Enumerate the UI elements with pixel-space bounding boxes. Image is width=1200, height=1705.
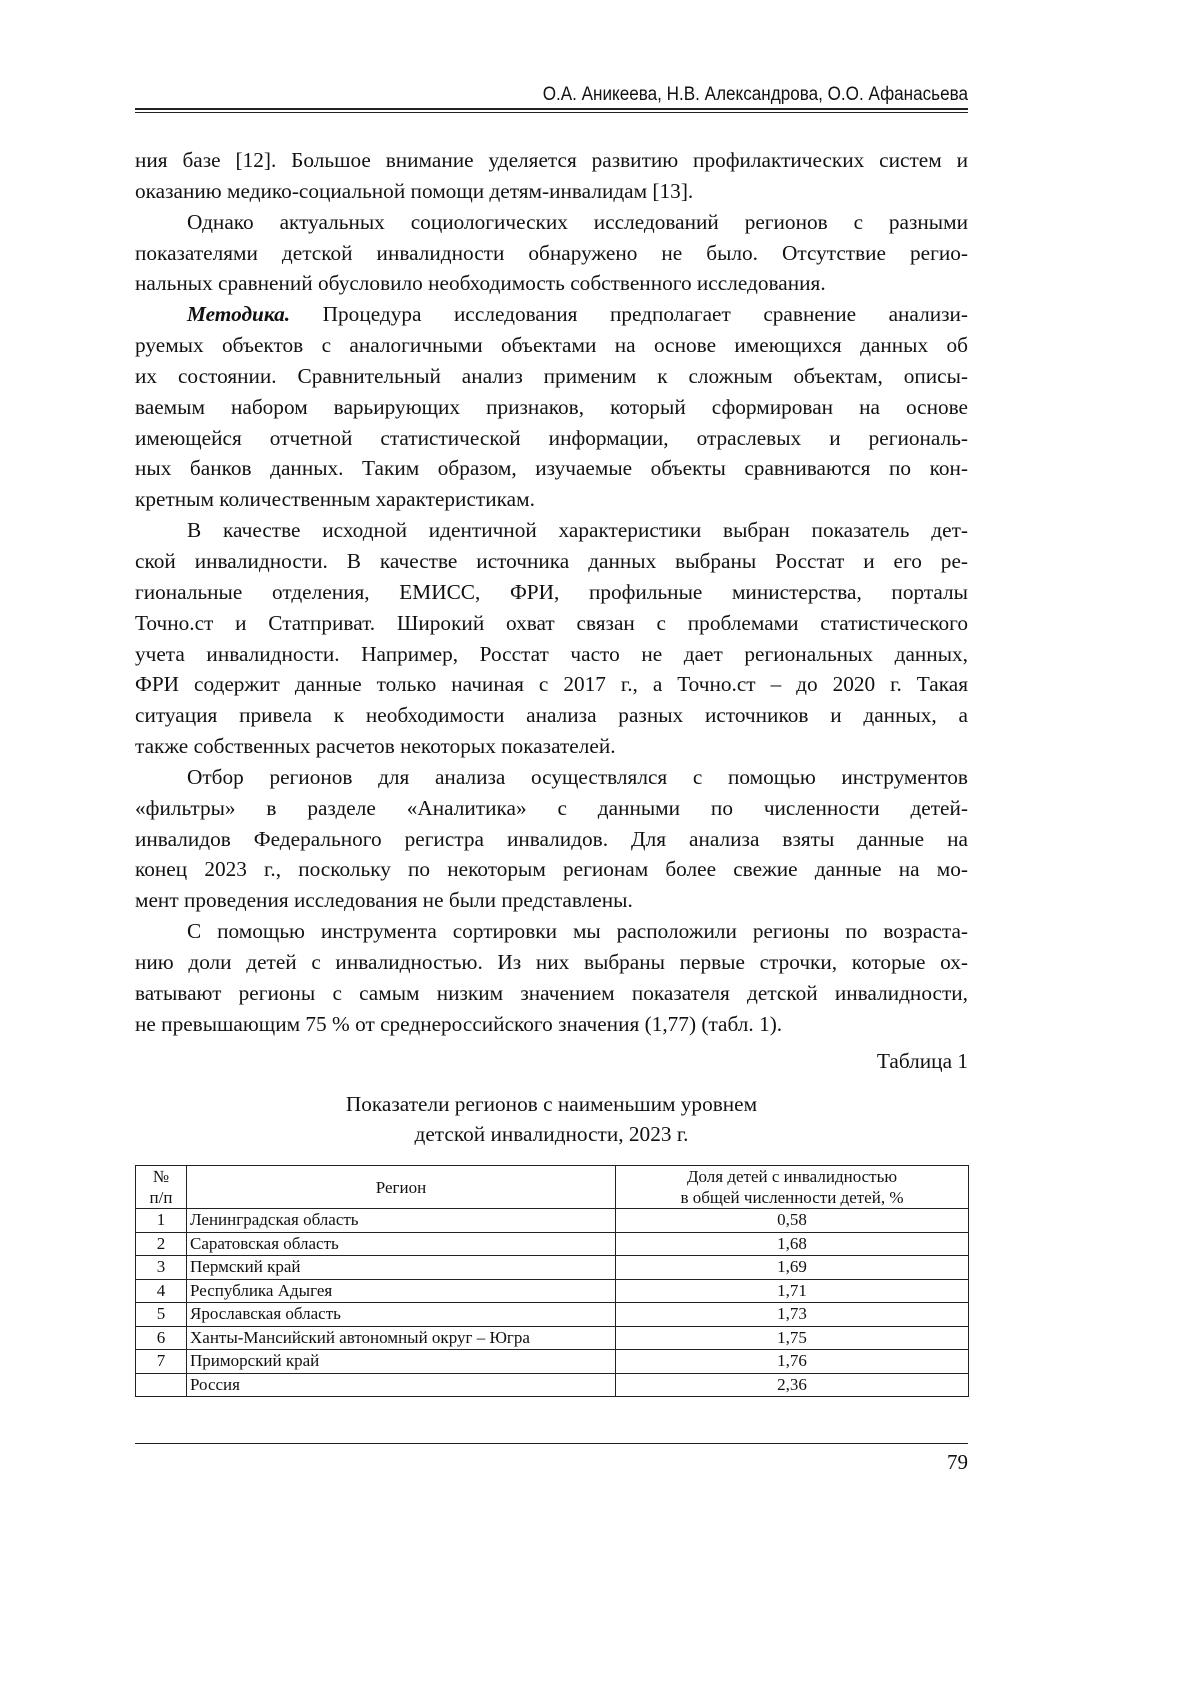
paragraph-line: [135, 639, 968, 670]
paragraph-line: [135, 885, 968, 916]
paragraph-line: [135, 762, 968, 793]
paragraph-line: [135, 268, 968, 299]
row-num: 7: [136, 1350, 187, 1374]
paragraph-line: [135, 361, 968, 392]
row-num: 3: [136, 1256, 187, 1280]
line-text: ных банков данных. Таким образом, изучаемые объекты сравниваются по кон-: [135, 456, 968, 480]
line-text: нию доли детей с инвалидностью. Из них выбраны первые строчки, которые ох-: [135, 950, 968, 974]
line-text: кретным количественным характеристикам.: [135, 487, 535, 511]
page-number: 79: [135, 1450, 968, 1475]
table-row: [136, 1279, 969, 1303]
paragraph-line: [135, 916, 968, 947]
row-num: [136, 1373, 187, 1397]
table-row: [136, 1256, 969, 1280]
row-region: Ярославская область: [187, 1303, 616, 1327]
line-text: Процедура исследования предполагает сравнение анализи-: [290, 302, 968, 326]
row-share: 1,73: [616, 1303, 969, 1327]
table-title-line: детской инвалидности, 2023 г.: [135, 1119, 968, 1149]
paragraph-line: [135, 947, 968, 978]
table-row: [136, 1350, 969, 1374]
line-text: Точно.ст и Статприват. Широкий охват связан с проблемами статистического: [135, 611, 968, 635]
table-label: Таблица 1: [135, 1049, 968, 1074]
paragraph-line: [135, 330, 968, 361]
line-text: не превышающим 75 % от среднероссийского значения (1,77) (табл. 1).: [135, 1012, 782, 1036]
line-text: конец 2023 г., поскольку по некоторым регионам более свежие данные на мо-: [135, 857, 968, 881]
paragraph-line: [135, 793, 968, 824]
paragraph-line: [135, 176, 968, 207]
line-text: ской инвалидности. В качестве источника данных выбраны Росстат и его ре-: [135, 549, 968, 573]
line-text: ваемым набором варьирующих признаков, который сформирован на основе: [135, 395, 968, 419]
paragraph-line: [135, 207, 968, 238]
line-text: также собственных расчетов некоторых показателей.: [135, 734, 616, 758]
line-text: С помощью инструмента сортировки мы расположили регионы по возраста-: [187, 919, 968, 943]
paragraph-line: [135, 546, 968, 577]
line-text: мент проведения исследования не были представлены.: [135, 888, 633, 912]
row-share: 0,58: [616, 1209, 969, 1233]
paragraph-line: [135, 299, 968, 330]
line-text: Отбор регионов для анализа осуществлялся с помощью инструментов: [187, 765, 968, 789]
header-share: [616, 1166, 969, 1209]
running-header: О.А. Аникеева, Н.В. Александрова, О.О. Афанасьева: [218, 84, 968, 106]
paragraph-line: [135, 978, 968, 1009]
table-title-line: Показатели регионов с наименьшим уровнем: [135, 1089, 968, 1119]
paragraph-line: [135, 1009, 968, 1040]
line-text: В качестве исходной идентичной характеристики выбран показатель дет-: [187, 518, 968, 542]
line-text: гиональные отделения, ЕМИСС, ФРИ, профильные министерства, порталы: [135, 580, 968, 604]
header-num: [136, 1166, 187, 1209]
paragraph-line: [135, 484, 968, 515]
paragraph-line: [135, 515, 968, 546]
table-header-row: [136, 1166, 969, 1209]
paragraph-line: [135, 731, 968, 762]
header-num-line: №: [139, 1166, 183, 1187]
row-share: 1,69: [616, 1256, 969, 1280]
header-region: Регион: [187, 1166, 616, 1209]
paragraph-line: [135, 824, 968, 855]
row-num: 5: [136, 1303, 187, 1327]
section-lead: Методика.: [187, 302, 290, 326]
row-num: 2: [136, 1232, 187, 1256]
paragraph-line: [135, 577, 968, 608]
row-share: 2,36: [616, 1373, 969, 1397]
line-text: инвалидов Федерального регистра инвалидов. Для анализа взяты данные на: [135, 827, 968, 851]
paragraph-line: [135, 700, 968, 731]
row-share: 1,75: [616, 1326, 969, 1350]
line-text: ФРИ содержит данные только начиная с 2017 г., а Точно.ст – до 2020 г. Такая: [135, 672, 968, 696]
line-text: ситуация привела к необходимости анализа разных источников и данных, а: [135, 703, 968, 727]
header-share-line: в общей численности детей, %: [619, 1187, 965, 1208]
paragraph-line: [135, 423, 968, 454]
line-text: их состоянии. Сравнительный анализ применим к сложным объектам, описы-: [135, 364, 968, 388]
paragraph-line: [135, 669, 968, 700]
line-text: Однако актуальных социологических исследований регионов с разными: [187, 210, 968, 234]
paragraph-line: [135, 238, 968, 269]
paragraph-line: [135, 608, 968, 639]
line-text: ватывают регионы с самым низким значением показателя детской инвалидности,: [135, 981, 968, 1005]
article-body: [135, 145, 968, 1039]
line-text: руемых объектов с аналогичными объектами на основе имеющихся данных об: [135, 333, 968, 357]
line-text: «фильтры» в разделе «Аналитика» с данными по численности детей-: [135, 796, 968, 820]
footer-rule: [135, 1443, 968, 1444]
paragraph-line: [135, 453, 968, 484]
header-rule: [135, 108, 968, 113]
line-text: имеющейся отчетной статистической информации, отраслевых и региональ-: [135, 426, 968, 450]
header-num-line: п/п: [139, 1187, 183, 1208]
table-row: [136, 1232, 969, 1256]
row-region: Россия: [187, 1373, 616, 1397]
row-share: 1,68: [616, 1232, 969, 1256]
row-region: Республика Адыгея: [187, 1279, 616, 1303]
row-region: Пермский край: [187, 1256, 616, 1280]
row-num: 4: [136, 1279, 187, 1303]
line-text: учета инвалидности. Например, Росстат часто не дает региональных данных,: [135, 642, 968, 666]
row-share: 1,71: [616, 1279, 969, 1303]
table-row: [136, 1326, 969, 1350]
line-text: нальных сравнений обусловило необходимость собственного исследования.: [135, 271, 826, 295]
row-num: 6: [136, 1326, 187, 1350]
row-region: Ленинградская область: [187, 1209, 616, 1233]
table-row: [136, 1373, 969, 1397]
paragraph-line: [135, 392, 968, 423]
row-region: Ханты-Мансийский автономный округ – Югра: [187, 1326, 616, 1350]
row-region: Приморский край: [187, 1350, 616, 1374]
line-text: ния базе [12]. Большое внимание уделяется развитию профилактических систем и: [135, 148, 968, 172]
row-num: 1: [136, 1209, 187, 1233]
header-share-line: Доля детей с инвалидностью: [619, 1166, 965, 1187]
row-share: 1,76: [616, 1350, 969, 1374]
line-text: показателями детской инвалидности обнаружено не было. Отсутствие регио-: [135, 241, 968, 265]
line-text: оказанию медико-социальной помощи детям-инвалидам [13].: [135, 179, 693, 203]
regions-table: [135, 1165, 969, 1397]
paragraph-line: [135, 145, 968, 176]
table-title: [135, 1089, 968, 1149]
table-row: [136, 1303, 969, 1327]
table-row: [136, 1209, 969, 1233]
row-region: Саратовская область: [187, 1232, 616, 1256]
paragraph-line: [135, 854, 968, 885]
